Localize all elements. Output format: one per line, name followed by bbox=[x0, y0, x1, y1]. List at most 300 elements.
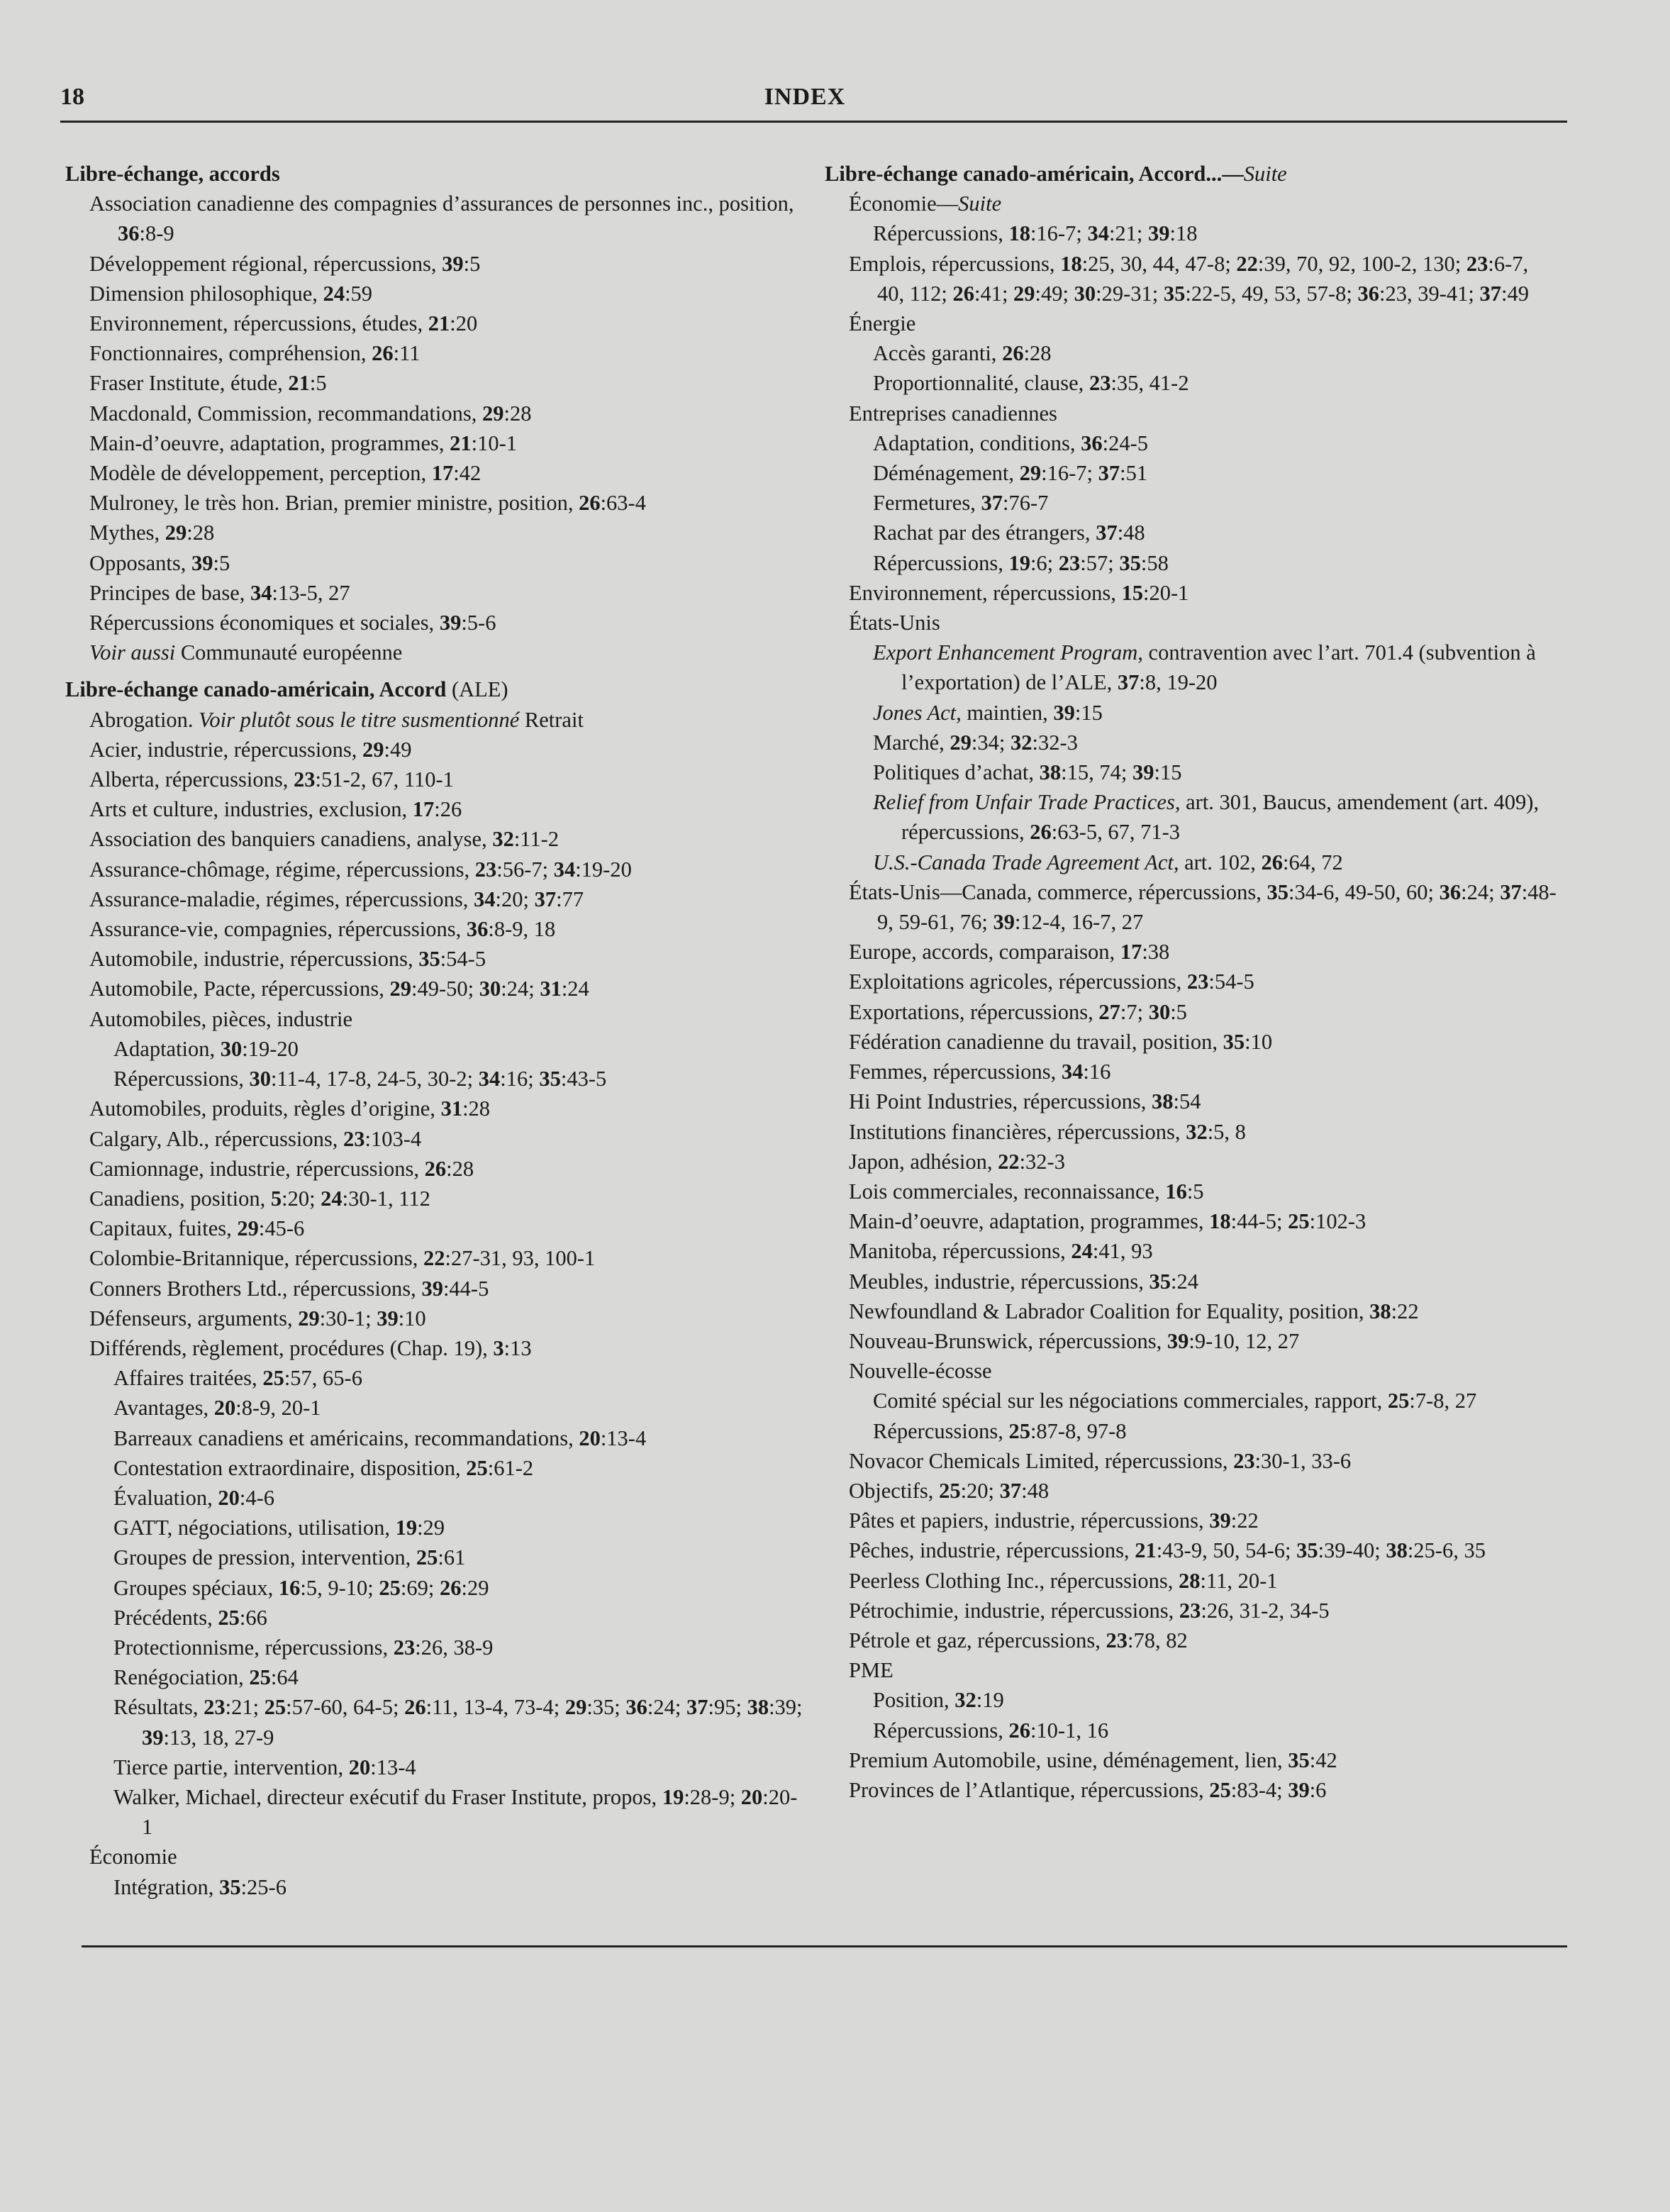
entry-text: :34-6, 49-50, 60; bbox=[1288, 879, 1440, 904]
index-entry bbox=[65, 1603, 806, 1633]
page-reference: 26 bbox=[404, 1695, 426, 1720]
entry-text: Avantages, bbox=[113, 1396, 214, 1421]
page-reference: 39 bbox=[1053, 700, 1075, 725]
index-entry bbox=[65, 1154, 806, 1184]
entry-text: :95; bbox=[708, 1695, 747, 1720]
page-reference: 23 bbox=[393, 1635, 416, 1660]
index-entry bbox=[825, 458, 1559, 488]
entry-text: :15 bbox=[1074, 700, 1103, 725]
entry-text: Emplois, répercussions, bbox=[849, 251, 1061, 276]
entry-text: :66 bbox=[239, 1605, 267, 1630]
index-heading bbox=[65, 159, 806, 189]
page-reference: 29 bbox=[1019, 461, 1042, 486]
page-reference: 26 bbox=[1002, 341, 1024, 366]
index-heading bbox=[65, 674, 806, 704]
page-reference: 37 bbox=[1479, 281, 1501, 306]
page-reference: 25 bbox=[1008, 1418, 1030, 1443]
entry-text: :41, 93 bbox=[1092, 1239, 1153, 1264]
index-entry bbox=[825, 338, 1559, 368]
index-entry bbox=[825, 757, 1559, 787]
entry-text: Groupes spéciaux, bbox=[113, 1575, 279, 1600]
index-entry bbox=[65, 824, 806, 854]
entry-text: :24; bbox=[647, 1695, 686, 1720]
index-entry bbox=[65, 548, 806, 578]
entry-text: :20-1 bbox=[1143, 580, 1189, 605]
entry-text: :13 bbox=[503, 1335, 532, 1360]
entry-text: :43-9, 50, 54-6; bbox=[1156, 1538, 1297, 1563]
page-reference: 35 bbox=[1288, 1747, 1310, 1772]
entry-text: :41; bbox=[974, 281, 1014, 306]
entry-text: :63-4 bbox=[600, 491, 646, 516]
entry-text: :5, 9-10; bbox=[300, 1575, 379, 1600]
page-reference: 19 bbox=[1008, 550, 1030, 575]
entry-text: Association des banquiers canadiens, analyse, bbox=[89, 827, 493, 852]
entry-text: (ALE) bbox=[451, 677, 508, 702]
index-entry bbox=[825, 548, 1559, 578]
entry-text: Environnement, répercussions, études, bbox=[89, 311, 428, 336]
entry-text: Tierce partie, intervention, bbox=[113, 1755, 349, 1779]
page-reference: 37 bbox=[534, 887, 557, 911]
page-reference: 38 bbox=[1386, 1538, 1408, 1563]
header-rule bbox=[60, 121, 1567, 123]
index-entry bbox=[65, 1633, 806, 1662]
index-entry bbox=[825, 1177, 1559, 1206]
page-reference: 21 bbox=[428, 311, 450, 336]
entry-text: Libre-échange canado-américain, Accord...— bbox=[825, 162, 1244, 186]
entry-text: Groupes de pression, intervention, bbox=[113, 1545, 416, 1570]
entry-text: Abrogation. bbox=[89, 707, 199, 732]
index-entry bbox=[65, 944, 806, 974]
entry-text: :61 bbox=[438, 1545, 466, 1570]
entry-text: États-Unis bbox=[849, 611, 940, 635]
entry-text: Rachat par des étrangers, bbox=[873, 521, 1096, 545]
entry-text: :63-5, 67, 71-3 bbox=[1051, 820, 1181, 845]
index-entry bbox=[65, 705, 806, 735]
page-reference: 21 bbox=[288, 371, 310, 396]
index-entry bbox=[65, 309, 806, 338]
page-reference: 30 bbox=[1074, 281, 1096, 306]
index-entry bbox=[65, 735, 806, 765]
entry-text: Automobiles, pièces, industrie bbox=[89, 1006, 353, 1031]
entry-text: contravention avec l’art. 701.4 (subvention à l’exportation) de l’ALE, bbox=[901, 640, 1536, 695]
entry-text: :28-9; bbox=[684, 1784, 741, 1809]
index-entry bbox=[825, 1206, 1559, 1236]
entry-text: Fonctionnaires, compréhension, bbox=[89, 341, 372, 366]
entry-text: :6 bbox=[1309, 1777, 1327, 1802]
entry-text: Accès garanti, bbox=[873, 341, 1003, 366]
entry-text: Modèle de développement, perception, bbox=[89, 461, 432, 486]
entry-text: U.S.-Canada Trade Agreement Act, bbox=[873, 850, 1179, 874]
index-column-left bbox=[65, 159, 806, 1902]
entry-text: :5 bbox=[213, 550, 230, 575]
entry-text: Canadiens, position, bbox=[89, 1186, 271, 1211]
entry-text: :57; bbox=[1080, 550, 1120, 575]
page-reference: 20 bbox=[213, 1396, 236, 1421]
page-reference: 26 bbox=[952, 281, 974, 306]
page-reference: 25 bbox=[1288, 1209, 1310, 1234]
entry-text: :10-1 bbox=[471, 430, 518, 455]
page-reference: 24 bbox=[323, 281, 345, 306]
index-entry bbox=[825, 608, 1559, 638]
page-reference: 32 bbox=[1186, 1119, 1208, 1144]
entry-text: Libre-échange canado-américain, Accord bbox=[65, 677, 452, 702]
page-reference: 16 bbox=[278, 1575, 301, 1600]
index-entry bbox=[825, 249, 1559, 309]
entry-text: Arts et culture, industries, exclusion, bbox=[89, 797, 413, 822]
index-entry bbox=[65, 914, 806, 944]
page-number: 18 bbox=[60, 84, 84, 110]
entry-text: :30-1; bbox=[319, 1306, 377, 1330]
entry-text: Voir plutôt sous le titre susmentionné bbox=[199, 707, 520, 732]
index-entry bbox=[825, 428, 1559, 458]
page-reference: 16 bbox=[1165, 1179, 1187, 1204]
page-reference: 22 bbox=[1236, 251, 1258, 276]
index-entry bbox=[825, 368, 1559, 398]
page-reference: 38 bbox=[1369, 1299, 1391, 1323]
page-reference: 36 bbox=[1357, 281, 1379, 306]
entry-text: Adaptation, conditions, bbox=[873, 430, 1081, 455]
page-reference: 37 bbox=[1500, 879, 1522, 904]
entry-text: Camionnage, industrie, répercussions, bbox=[89, 1156, 425, 1181]
page-reference: 25 bbox=[264, 1695, 286, 1720]
page-reference: 25 bbox=[262, 1366, 284, 1391]
page-reference: 29 bbox=[1013, 281, 1035, 306]
entry-text: :22-5, 49, 53, 57-8; bbox=[1185, 281, 1358, 306]
page-reference: 23 bbox=[1466, 251, 1488, 276]
page-reference: 28 bbox=[1179, 1568, 1201, 1593]
page-reference: 24 bbox=[1071, 1239, 1093, 1264]
page-reference: 18 bbox=[1008, 221, 1030, 246]
page-reference: 35 bbox=[1119, 550, 1141, 575]
page-reference: 36 bbox=[118, 221, 140, 246]
entry-text: :8-9, 20-1 bbox=[235, 1396, 321, 1421]
page-reference: 23 bbox=[1179, 1598, 1201, 1623]
page-reference: 39 bbox=[377, 1306, 399, 1330]
page-reference: 35 bbox=[219, 1874, 241, 1899]
entry-text: Proportionnalité, clause, bbox=[873, 371, 1089, 396]
page-reference: 25 bbox=[466, 1455, 488, 1480]
index-entry bbox=[825, 1476, 1559, 1506]
page-reference: 35 bbox=[1267, 879, 1288, 904]
page-reference: 32 bbox=[492, 827, 514, 852]
entry-text: Affaires traitées, bbox=[113, 1366, 263, 1391]
entry-text: :23, 39-41; bbox=[1379, 281, 1480, 306]
page-reference: 39 bbox=[1288, 1777, 1310, 1802]
entry-text: Position, bbox=[873, 1688, 955, 1713]
page-reference: 23 bbox=[1186, 969, 1209, 994]
index-entry bbox=[65, 428, 806, 458]
entry-text: Énergie bbox=[849, 311, 916, 336]
entry-text: :20; bbox=[282, 1186, 321, 1211]
page-reference: 26 bbox=[439, 1575, 462, 1600]
entry-text: :24; bbox=[501, 977, 540, 1001]
entry-text: :51-2, 67, 110-1 bbox=[315, 767, 454, 792]
page-reference: 20 bbox=[348, 1755, 371, 1779]
entry-text: Automobile, industrie, répercussions, bbox=[89, 947, 419, 972]
entry-text: :20-1 bbox=[142, 1784, 798, 1840]
entry-text: :26 bbox=[434, 797, 462, 822]
index-entry bbox=[825, 997, 1559, 1027]
entry-text: :8, 19-20 bbox=[1139, 670, 1218, 695]
index-entry bbox=[65, 765, 806, 794]
entry-text: Nouveau-Brunswick, répercussions, bbox=[849, 1328, 1167, 1353]
index-entry bbox=[825, 1326, 1559, 1356]
index-entry bbox=[65, 1453, 806, 1483]
index-entry bbox=[65, 1243, 806, 1273]
index-entry bbox=[825, 1267, 1559, 1296]
index-entry bbox=[65, 1213, 806, 1243]
page-reference: 25 bbox=[249, 1665, 271, 1690]
index-entry bbox=[825, 847, 1559, 877]
entry-text: :102-3 bbox=[1309, 1209, 1366, 1234]
index-column-right bbox=[825, 159, 1559, 1805]
index-entry bbox=[65, 249, 806, 279]
entry-text: Répercussions économiques et sociales, bbox=[89, 611, 440, 635]
entry-text: :6-7, 40, 112; bbox=[877, 251, 1529, 306]
entry-text: Femmes, répercussions, bbox=[849, 1060, 1062, 1084]
entry-text: :57-60, 64-5; bbox=[286, 1695, 405, 1720]
index-entry bbox=[65, 608, 806, 638]
index-entry bbox=[825, 1416, 1559, 1446]
entry-text: :38 bbox=[1142, 940, 1170, 965]
entry-text: Assurance-chômage, régime, répercussions, bbox=[89, 857, 475, 882]
entry-text: :15 bbox=[1154, 760, 1182, 785]
index-entry bbox=[65, 1513, 806, 1543]
page-reference: 3 bbox=[493, 1335, 504, 1360]
index-entry bbox=[65, 368, 806, 398]
entry-text: Résultats, bbox=[113, 1695, 204, 1720]
entry-text: Développement régional, répercussions, bbox=[89, 251, 442, 276]
index-entry bbox=[65, 1304, 806, 1333]
index-entry bbox=[65, 1423, 806, 1453]
entry-text: :28 bbox=[1023, 341, 1052, 366]
entry-text: Répercussions, bbox=[873, 1418, 1009, 1443]
index-entry bbox=[65, 1124, 806, 1154]
entry-text: :10 bbox=[398, 1306, 426, 1330]
page-reference: 36 bbox=[1439, 879, 1462, 904]
index-entry bbox=[65, 1004, 806, 1034]
entry-text: :30-1, 112 bbox=[342, 1186, 430, 1211]
index-entry bbox=[65, 399, 806, 428]
page-reference: 34 bbox=[478, 1067, 501, 1091]
entry-text: :10-1, 16 bbox=[1030, 1718, 1109, 1743]
entry-text: Premium Automobile, usine, déménagement, lien, bbox=[849, 1747, 1288, 1772]
entry-text: :30-1, 33-6 bbox=[1254, 1448, 1352, 1473]
index-entry bbox=[825, 1117, 1559, 1147]
entry-text: Institutions financières, répercussions, bbox=[849, 1119, 1186, 1144]
entry-text: art. 301, Baucus, amendement (art. 409), répercussions, bbox=[901, 790, 1540, 845]
entry-text: Europe, accords, comparaison, bbox=[849, 940, 1120, 965]
index-entry bbox=[65, 458, 806, 488]
entry-text: Mulroney, le très hon. Brian, premier ministre, position, bbox=[89, 491, 579, 516]
running-head: INDEX bbox=[764, 84, 846, 110]
index-entry bbox=[825, 1086, 1559, 1116]
entry-text: Libre-échange, accords bbox=[65, 162, 280, 186]
entry-text: Export Enhancement Program, bbox=[873, 640, 1143, 665]
index-entry bbox=[65, 855, 806, 884]
entry-text: Newfoundland & Labrador Coalition for Equality, position, bbox=[849, 1299, 1370, 1323]
index-entry bbox=[825, 518, 1559, 548]
entry-text: Calgary, Alb., répercussions, bbox=[89, 1126, 344, 1151]
entry-text: Adaptation, bbox=[113, 1036, 221, 1061]
entry-text: Mythes, bbox=[89, 521, 165, 545]
entry-text: Hi Point Industries, répercussions, bbox=[849, 1089, 1152, 1114]
entry-text: Fermetures, bbox=[873, 491, 981, 516]
index-entry bbox=[825, 728, 1559, 757]
index-entry bbox=[65, 1333, 806, 1363]
index-entry bbox=[65, 1752, 806, 1782]
index-entry bbox=[825, 1685, 1559, 1715]
page-reference: 26 bbox=[1030, 820, 1052, 845]
page-reference: 31 bbox=[540, 977, 562, 1001]
entry-text: Répercussions, bbox=[873, 550, 1009, 575]
entry-text: Japon, adhésion, bbox=[849, 1149, 998, 1174]
entry-text: :78, 82 bbox=[1128, 1628, 1188, 1652]
entry-text: :27-31, 93, 100-1 bbox=[445, 1246, 596, 1271]
page-reference: 37 bbox=[1098, 461, 1120, 486]
page-reference: 39 bbox=[1148, 221, 1170, 246]
index-entry bbox=[65, 1692, 806, 1752]
page-reference: 34 bbox=[474, 887, 496, 911]
entry-text: Communauté européenne bbox=[175, 640, 403, 665]
entry-text: :8-9, 18 bbox=[488, 917, 556, 942]
index-entry bbox=[65, 1483, 806, 1513]
entry-text: Environnement, répercussions, bbox=[849, 580, 1122, 605]
index-entry bbox=[65, 1393, 806, 1423]
page-reference: 17 bbox=[412, 797, 435, 822]
entry-text: :18 bbox=[1169, 221, 1198, 246]
page-reference: 37 bbox=[981, 491, 1003, 516]
entry-text: :19-20 bbox=[575, 857, 632, 882]
entry-text: :24-5 bbox=[1102, 430, 1148, 455]
entry-text: :7; bbox=[1120, 999, 1149, 1024]
entry-text: Suite bbox=[958, 191, 1002, 216]
entry-text: Politiques d’achat, bbox=[873, 760, 1040, 785]
page-reference: 39 bbox=[993, 910, 1015, 935]
entry-text: :20 bbox=[450, 311, 478, 336]
index-entry bbox=[65, 1662, 806, 1692]
page-reference: 26 bbox=[372, 341, 394, 366]
entry-text: :20; bbox=[495, 887, 535, 911]
index-entry bbox=[825, 967, 1559, 996]
entry-text: Répercussions, bbox=[873, 1718, 1009, 1743]
entry-text: Alberta, répercussions, bbox=[89, 767, 294, 792]
footer-rule bbox=[82, 1945, 1567, 1947]
page-reference: 20 bbox=[740, 1784, 763, 1809]
page-reference: 23 bbox=[1089, 371, 1111, 396]
page-reference: 39 bbox=[1167, 1328, 1189, 1353]
index-entry bbox=[65, 1782, 806, 1842]
entry-text: :5 bbox=[1170, 999, 1187, 1024]
entry-text: :16; bbox=[500, 1067, 540, 1091]
entry-text: :12-4, 16-7, 27 bbox=[1015, 910, 1144, 935]
index-entry bbox=[65, 1184, 806, 1213]
entry-text: Assurance-maladie, régimes, répercussions, bbox=[89, 887, 474, 911]
page-reference: 35 bbox=[1163, 281, 1186, 306]
entry-text: :9-10, 12, 27 bbox=[1189, 1328, 1300, 1353]
page-reference: 37 bbox=[1096, 521, 1118, 545]
index-entry bbox=[825, 1566, 1559, 1596]
page-reference: 29 bbox=[362, 737, 384, 762]
index-entry bbox=[825, 189, 1559, 218]
index-heading bbox=[825, 159, 1559, 189]
index-entry bbox=[65, 1034, 806, 1064]
entry-text: GATT, négociations, utilisation, bbox=[113, 1516, 396, 1540]
page-reference: 38 bbox=[1151, 1089, 1174, 1114]
entry-text: :25, 30, 44, 47-8; bbox=[1081, 251, 1237, 276]
entry-text: :54-5 bbox=[1208, 969, 1254, 994]
entry-text: :16-7; bbox=[1030, 221, 1088, 246]
page-reference: 27 bbox=[1098, 999, 1120, 1024]
page-reference: 39 bbox=[442, 251, 464, 276]
entry-text: :11-4, 17-8, 24-5, 30-2; bbox=[270, 1067, 479, 1091]
page-reference: 21 bbox=[1135, 1538, 1157, 1563]
index-entry bbox=[825, 1356, 1559, 1386]
index-entry bbox=[65, 1543, 806, 1572]
page-reference: 39 bbox=[142, 1725, 164, 1750]
entry-text: :49-50; bbox=[411, 977, 479, 1001]
entry-text: :10 bbox=[1245, 1029, 1273, 1054]
index-entry bbox=[825, 1625, 1559, 1655]
entry-text: Suite bbox=[1243, 162, 1287, 186]
page-reference: 22 bbox=[998, 1149, 1020, 1174]
entry-text: :16-7; bbox=[1041, 461, 1098, 486]
entry-text: Novacor Chemicals Limited, répercussions, bbox=[849, 1448, 1234, 1473]
index-entry bbox=[65, 794, 806, 824]
entry-text: Répercussions, bbox=[113, 1067, 250, 1091]
index-entry bbox=[65, 1872, 806, 1902]
entry-text: :7-8, 27 bbox=[1409, 1389, 1477, 1413]
entry-text: :61-2 bbox=[487, 1455, 534, 1480]
entry-text: :39; bbox=[769, 1695, 803, 1720]
entry-text: :42 bbox=[453, 461, 481, 486]
index-entry bbox=[825, 1386, 1559, 1416]
entry-text: :11 bbox=[393, 341, 421, 366]
entry-text: Macdonald, Commission, recommandations, bbox=[89, 401, 483, 426]
page-reference: 34 bbox=[1061, 1060, 1084, 1084]
entry-text: :29 bbox=[461, 1575, 489, 1600]
page-reference: 30 bbox=[220, 1036, 243, 1061]
entry-text: :39-40; bbox=[1318, 1538, 1386, 1563]
entry-text: :87-8, 97-8 bbox=[1030, 1418, 1127, 1443]
entry-text: :11-2 bbox=[513, 827, 560, 852]
entry-text: :5 bbox=[463, 251, 481, 276]
entry-text: maintien, bbox=[961, 700, 1054, 725]
entry-text: Fraser Institute, étude, bbox=[89, 371, 289, 396]
page-reference: 37 bbox=[999, 1478, 1022, 1503]
entry-text: :21; bbox=[225, 1695, 265, 1720]
entry-text: Intégration, bbox=[113, 1874, 220, 1899]
page-reference: 29 bbox=[564, 1695, 587, 1720]
page-reference: 39 bbox=[1132, 760, 1154, 785]
page-reference: 26 bbox=[579, 491, 601, 516]
page-reference: 15 bbox=[1121, 580, 1144, 605]
entry-text: :16 bbox=[1083, 1060, 1111, 1084]
entry-text: Pâtes et papiers, industrie, répercussions, bbox=[849, 1508, 1210, 1533]
entry-text: :54 bbox=[1173, 1089, 1201, 1114]
entry-text: :26, 38-9 bbox=[415, 1635, 494, 1660]
entry-text: :5 bbox=[1186, 1179, 1204, 1204]
index-entry bbox=[825, 638, 1559, 697]
page-reference: 35 bbox=[1296, 1538, 1318, 1563]
entry-text: :28 bbox=[446, 1156, 474, 1181]
entry-text: :35, 41-2 bbox=[1110, 371, 1189, 396]
entry-text: Exploitations agricoles, répercussions, bbox=[849, 969, 1187, 994]
entry-text: :69; bbox=[400, 1575, 440, 1600]
entry-text: Retrait bbox=[519, 707, 584, 732]
page-reference: 36 bbox=[466, 917, 489, 942]
page-reference: 30 bbox=[249, 1067, 271, 1091]
